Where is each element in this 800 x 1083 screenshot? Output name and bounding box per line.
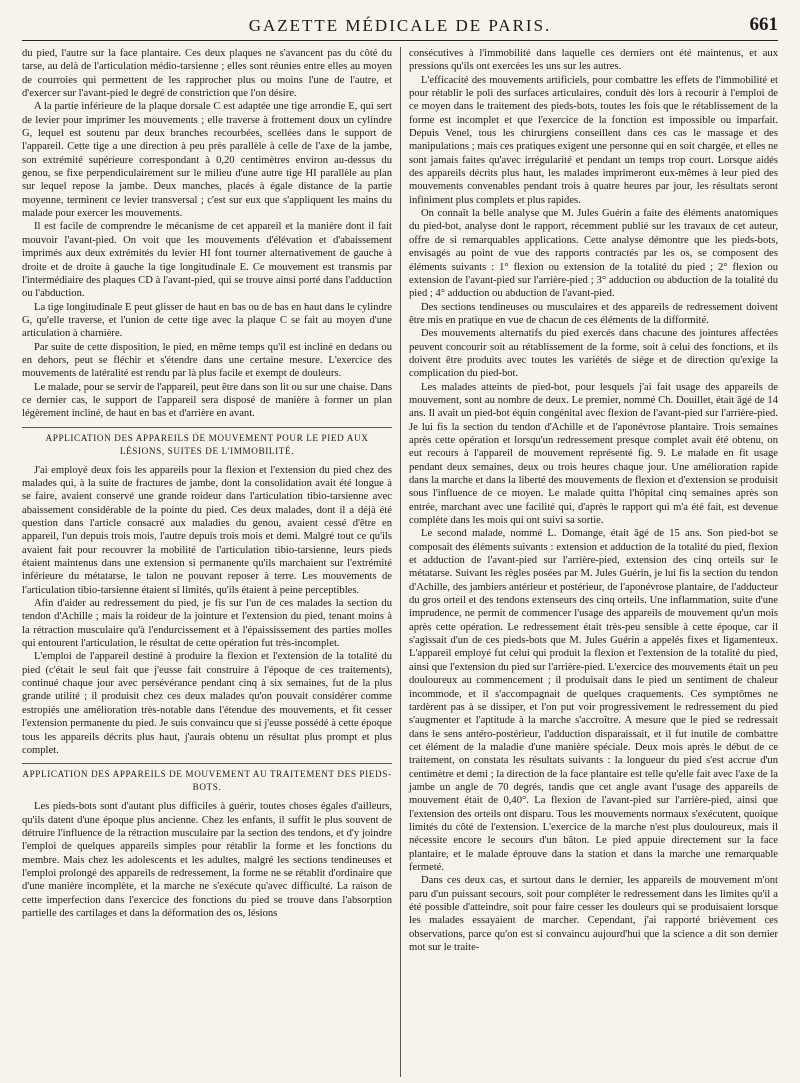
journal-title: GAZETTE MÉDICALE DE PARIS.: [248, 16, 552, 35]
paragraph: Afin d'aider au redressement du pied, je fis sur l'un de ces malades la section du tendon d'Achille ; mais la roideur de la jointure et l'extension du pied, tenant moins à la rétraction musculaire qu'à l'endurcissement et à l'épaississement des parties molles qui entourent l'articulation, le résultat de cette opération fut très-incomplet.: [22, 598, 392, 650]
paragraph: L'efficacité des mouvements artificiels, pour combattre les effets de l'immobilité et pour rétablir le poli des surfaces articulaires, conduit dès lors à recourir à l'emploi de ce moyen dans le traitement des pieds-bots, toutes les fois que le rétablissement de la forme est incomplet et que l'exercice de la fonction est impossible ou imparfait. Depuis Venel, tous les chirurgiens conseillent dans ces cas le massage et des manipulations ; mais ces pratiques exigent une personne qui en soit chargée, et elles ne sont jamais faites qu'avec irrégularité et pendant un temps trop court. Lorsque aidés des appareils décrits plus haut, les malades imprimeront eux-mêmes à leur pied des mouvements convenables pendant trois à quatre heures par jour, les résultats seront infiniment plus complets et plus rapides.: [409, 74, 778, 206]
paragraph: J'ai employé deux fois les appareils pour la flexion et l'extension du pied chez des malades qui, à la suite de fractures de jambe, dont la consolidation avait été longue à se faire, avaient conservé une grande roideur dans l'articulation tibio-tarsienne avec abaissement considérable de la pointe du pied. Ces deux malades, dont il a déjà été question dans l'article consacré aux maladies du genou, avaient cessé d'être en appareil, l'un depuis trois mois, l'autre depuis trois mois et demi. Malgré tout ce qu'ils avaient fait pour recouvrer la mobilité de l'articulation tibio-tarsienne, leurs pieds étaient maintenus dans une extension si permanente qu'ils marchaient sur l'extrémité inférieure du métatarse, le talon ne pouvant reposer à terre. Les mouvements de l'articulation tibio-tarsienne étaient si limités, qu'ils étaient à peine perceptibles.: [22, 464, 392, 596]
right-column: [400, 47, 778, 1077]
paragraph: On connaît la belle analyse que M. Jules Guérin a faite des éléments anatomiques du pied-bot, analyse dont le rapport, récemment publié sur les travaux de cet auteur, offre de si remarquables applications. Cette analyse démontre que les pieds-bots, envisagés au point de vue des rapports contractés par les os, se composent des éléments suivants : 1° flexion ou extension de la totalité du pied ; 2° flexion ou extension de l'avant-pied sur l'arrière-pied ; 3° adduction ou abduction de la totalité du pied ; 4° adduction ou abduction de l'avant-pied.: [409, 208, 778, 300]
paragraph: L'emploi de l'appareil destiné à produire la flexion et l'extension de la totalité du pied (c'était le seul fait que j'eusse fait construire à l'époque de ces traitements), continué chaque jour avec persévérance pendant cinq à six semaines, fut de la plus grande utilité ; il produisit chez ces deux malades qu'on pouvait considérer comme estropiés une amélioration très-notable dans l'étendue des mouvements, et fit cesser l'extension permanente du pied. Je suis convaincu que si j'eusse possédé à cette époque tous les appareils décrits plus haut, j'aurais obtenu un résultat plus prompt et plus complet.: [22, 651, 392, 756]
paragraph: consécutives à l'immobilité dans laquelle ces derniers ont été maintenus, et aux pressions qu'ils ont exercées les uns sur les autres.: [409, 48, 778, 73]
paragraph: La tige longitudinale E peut glisser de haut en bas ou de bas en haut dans le cylindre G, qu'elle traverse, et l'union de cette tige avec la plaque C se fait au moyen d'une articulation à charnière.: [22, 301, 392, 340]
paragraph: Les malades atteints de pied-bot, pour lesquels j'ai fait usage des appareils de mouvement, sont au nombre de deux. Le premier, nommé Ch. Douillet, était âgé de 14 ans. Il avait un pied-bot équin congénital avec flexion de l'avant-pied sur l'arrière-pied. Je lui fis la section du tendon d'Achille et de l'aponévrose plantaire. Trois semaines après cette opération et lorsqu'un redressement presque complet avait été obtenu, on eut recours à l'appareil de mouvement représenté fig. 9. Le malade en fit usage pendant deux semaines, deux ou trois heures chaque jour. Une amélioration rapide dans la marche et dans la liberté des mouvements de flexion et d'extension se produisit sous l'influence de ce moyen. Le malade quitta l'hôpital cinq semaines après son entrée, marchant avec une facilité qui, d'après le rapport qui m'a été fait, est devenue complète dans les mois qui ont suivi sa sortie.: [409, 381, 778, 527]
paragraph: Dans ces deux cas, et surtout dans le dernier, les appareils de mouvement m'ont paru d'un puissant secours, soit pour compléter le redressement dans les limites qu'il a été possible d'atteindre, soit pour faire cesser les douleurs qui se produisaient lorsque les malades essayaient de marcher. Cependant, j'ai rapporté brièvement ces observations, parce qu'on est si convaincu aujourd'hui que la science a dit son dernier mot sur le traite-: [409, 875, 778, 954]
section-heading: APPLICATION DES APPAREILS DE MOUVEMENT AU TRAITEMENT DES PIEDS-BOTS.: [22, 763, 392, 794]
paragraph: Le second malade, nommé L. Domange, était âgé de 15 ans. Son pied-bot se composait des éléments suivants : extension et adduction de la totalité du pied, flexion et adduction de l'avant-pied sur l'arrière-pied, extension des cinq orteils sur le métatarse. Suivant les règles posées par M. Jules Guérin, je lui fis la section du tendon d'Achille, des jambiers antérieur et postérieur, de l'aponévrose plantaire, de l'adducteur du gros orteil et des tendons extenseurs des cinq orteils. Une inflammation, suite d'une imprudence, ne permit de commencer l'usage des appareils de mouvement qu'un mois après cette opération. Le redressement était très-peu sensible à cette époque, car il s'agissait d'un de ces pieds-bots que M. Jules Guérin a appelés fixes et ligamenteux. L'appareil employé fut celui qui produit la flexion et l'extension de la totalité du pied, ainsi que l'extension du pied sur l'arrière-pied. L'exercice des mouvements était un peu douloureux au commencement ; il produisait dans le pied un sentiment de chaleur incommode, et il s'accompagnait de quelques craquements. Ces symptômes ne tardèrent pas à se dissiper, et l'on put voir progressivement le redressement du pied s'augmenter et l'aptitude à la marche s'accroître. A mesure que le pied se redressait dans le sens antéro-postérieur, l'adduction disparaissait, et il fut inutile de combattre cet élément de la maladie d'une manière spéciale. Deux mois après le début de ce traitement, on constata les résultats suivants : la longueur du pied s'est accrue d'un centimètre et demi ; la direction de la face plantaire est telle qu'elle fait avec l'axe de la jambe un angle de 70 degrés, tandis que cet angle avant l'usage des appareils de mouvement était de 0,40°. La flexion de l'avant-pied sur l'arrière-pied, ainsi que l'extension des orteils ont disparu. Tous les mouvements normaux s'exécutent, quoique limités du côté de l'extension. L'exercice de la marche n'est plus douloureux, mais il nécessite encore le secours d'un bâton. Le pied appuie directement sur la face plantaire, et le malade éprouve dans la station et dans la marche une remarquable fermeté.: [409, 528, 778, 873]
paragraph: Des sections tendineuses ou musculaires et des appareils de redressement doivent être mis en pratique en vue de chacun de ces éléments de la difformité.: [409, 301, 778, 326]
paragraph: A la partie inférieure de la plaque dorsale C est adaptée une tige arrondie E, qui sert de levier pour imprimer les mouvements ; elle traverse à frottement doux un cylindre G, lequel est soutenu par deux branches recourbées, scellées dans le support de l'appareil. Cette tige a une direction à peu près parallèle à celle de l'axe de la jambe, son extrémité supérieure correspondant à 0,20 centimètres environ au-dessus du genou, se fixe perpendiculairement sur le milieu d'une autre tige HI parallèle au plan sur lequel repose la jambe. Deux manches, placés à égale distance de la partie moyenne, terminent ce levier transversal ; c'est sur eux que s'appliquent les mains du malade pour exercer les mouvements.: [22, 101, 392, 220]
paragraph: Les pieds-bots sont d'autant plus difficiles à guérir, toutes choses égales d'ailleurs, qu'ils datent d'une époque plus ancienne. Chez les enfants, il suffit le plus souvent de détruire l'influence de la rétraction musculaire par la section des tendons, et d'y joindre l'emploi de quelques appareils simples pour rétablir la forme et les fonctions du membre. Mais chez les adolescents et les adultes, malgré les sections tendineuses et l'emploi prolongé des appareils de redressement, la forme ne se rétablit d'ordinaire que d'une manière incomplète, et la marche ne s'exécute qu'avec difficulté. La raison de cette imperfection dans l'exercice des fonctions du pied se trouve dans l'absorption partielle des cartilages et dans la déformation des os, lésions: [22, 801, 392, 919]
paragraph: Le malade, pour se servir de l'appareil, peut être dans son lit ou sur une chaise. Dans ce dernier cas, le support de l'appareil sera disposé de manière à former un plan légèrement incliné, de haut en bas et d'arrière en avant.: [22, 381, 392, 420]
paragraph: Par suite de cette disposition, le pied, en même temps qu'il est incliné en dedans ou en dehors, peut se fléchir et s'étendre dans une certaine mesure. L'exercice des mouvements de latéralité est rendu par là plus facile et exempt de douleurs.: [22, 341, 392, 380]
paragraph: Il est facile de comprendre le mécanisme de cet appareil et la manière dont il fait mouvoir l'avant-pied. On voit que les mouvements d'élévation et d'abaissement imprimés aux deux extrémités du levier HI font tourner alternativement de gauche à droite et de droite à gauche la tige longitudinale E. Ce mouvement est transmis par l'intermédiaire des plaques CD à l'avant-pied, qui se trouve ainsi porté dans l'adduction ou l'abduction.: [22, 221, 392, 300]
paragraph: du pied, l'autre sur la face plantaire. Ces deux plaques ne s'avancent pas du côté du tarse, au delà de l'articulation médio-tarsienne ; elles sont réunies entre elles au moyen de courroies qui permettent de les rapprocher plus ou moins l'une de l'autre, et d'exercer sur l'avant-pied le degré de constriction que l'on désire.: [22, 48, 392, 100]
section-heading: APPLICATION DES APPAREILS DE MOUVEMENT POUR LE PIED AUX LÉSIONS, SUITES DE L'IMMOBILITÉ.: [22, 427, 392, 458]
page-header: [22, 14, 778, 41]
text-columns: [22, 47, 778, 1077]
paragraph: Des mouvements alternatifs du pied exercés dans chacune des jointures affectées peuvent concourir soit au rétablissement de la forme, soit à celui des fonctions, et ils doivent être produits avec toutes les variétés de siége et de direction qu'exige la complication du pied-bot.: [409, 328, 778, 380]
page-number: 661: [749, 14, 778, 35]
left-column: [22, 47, 400, 1077]
